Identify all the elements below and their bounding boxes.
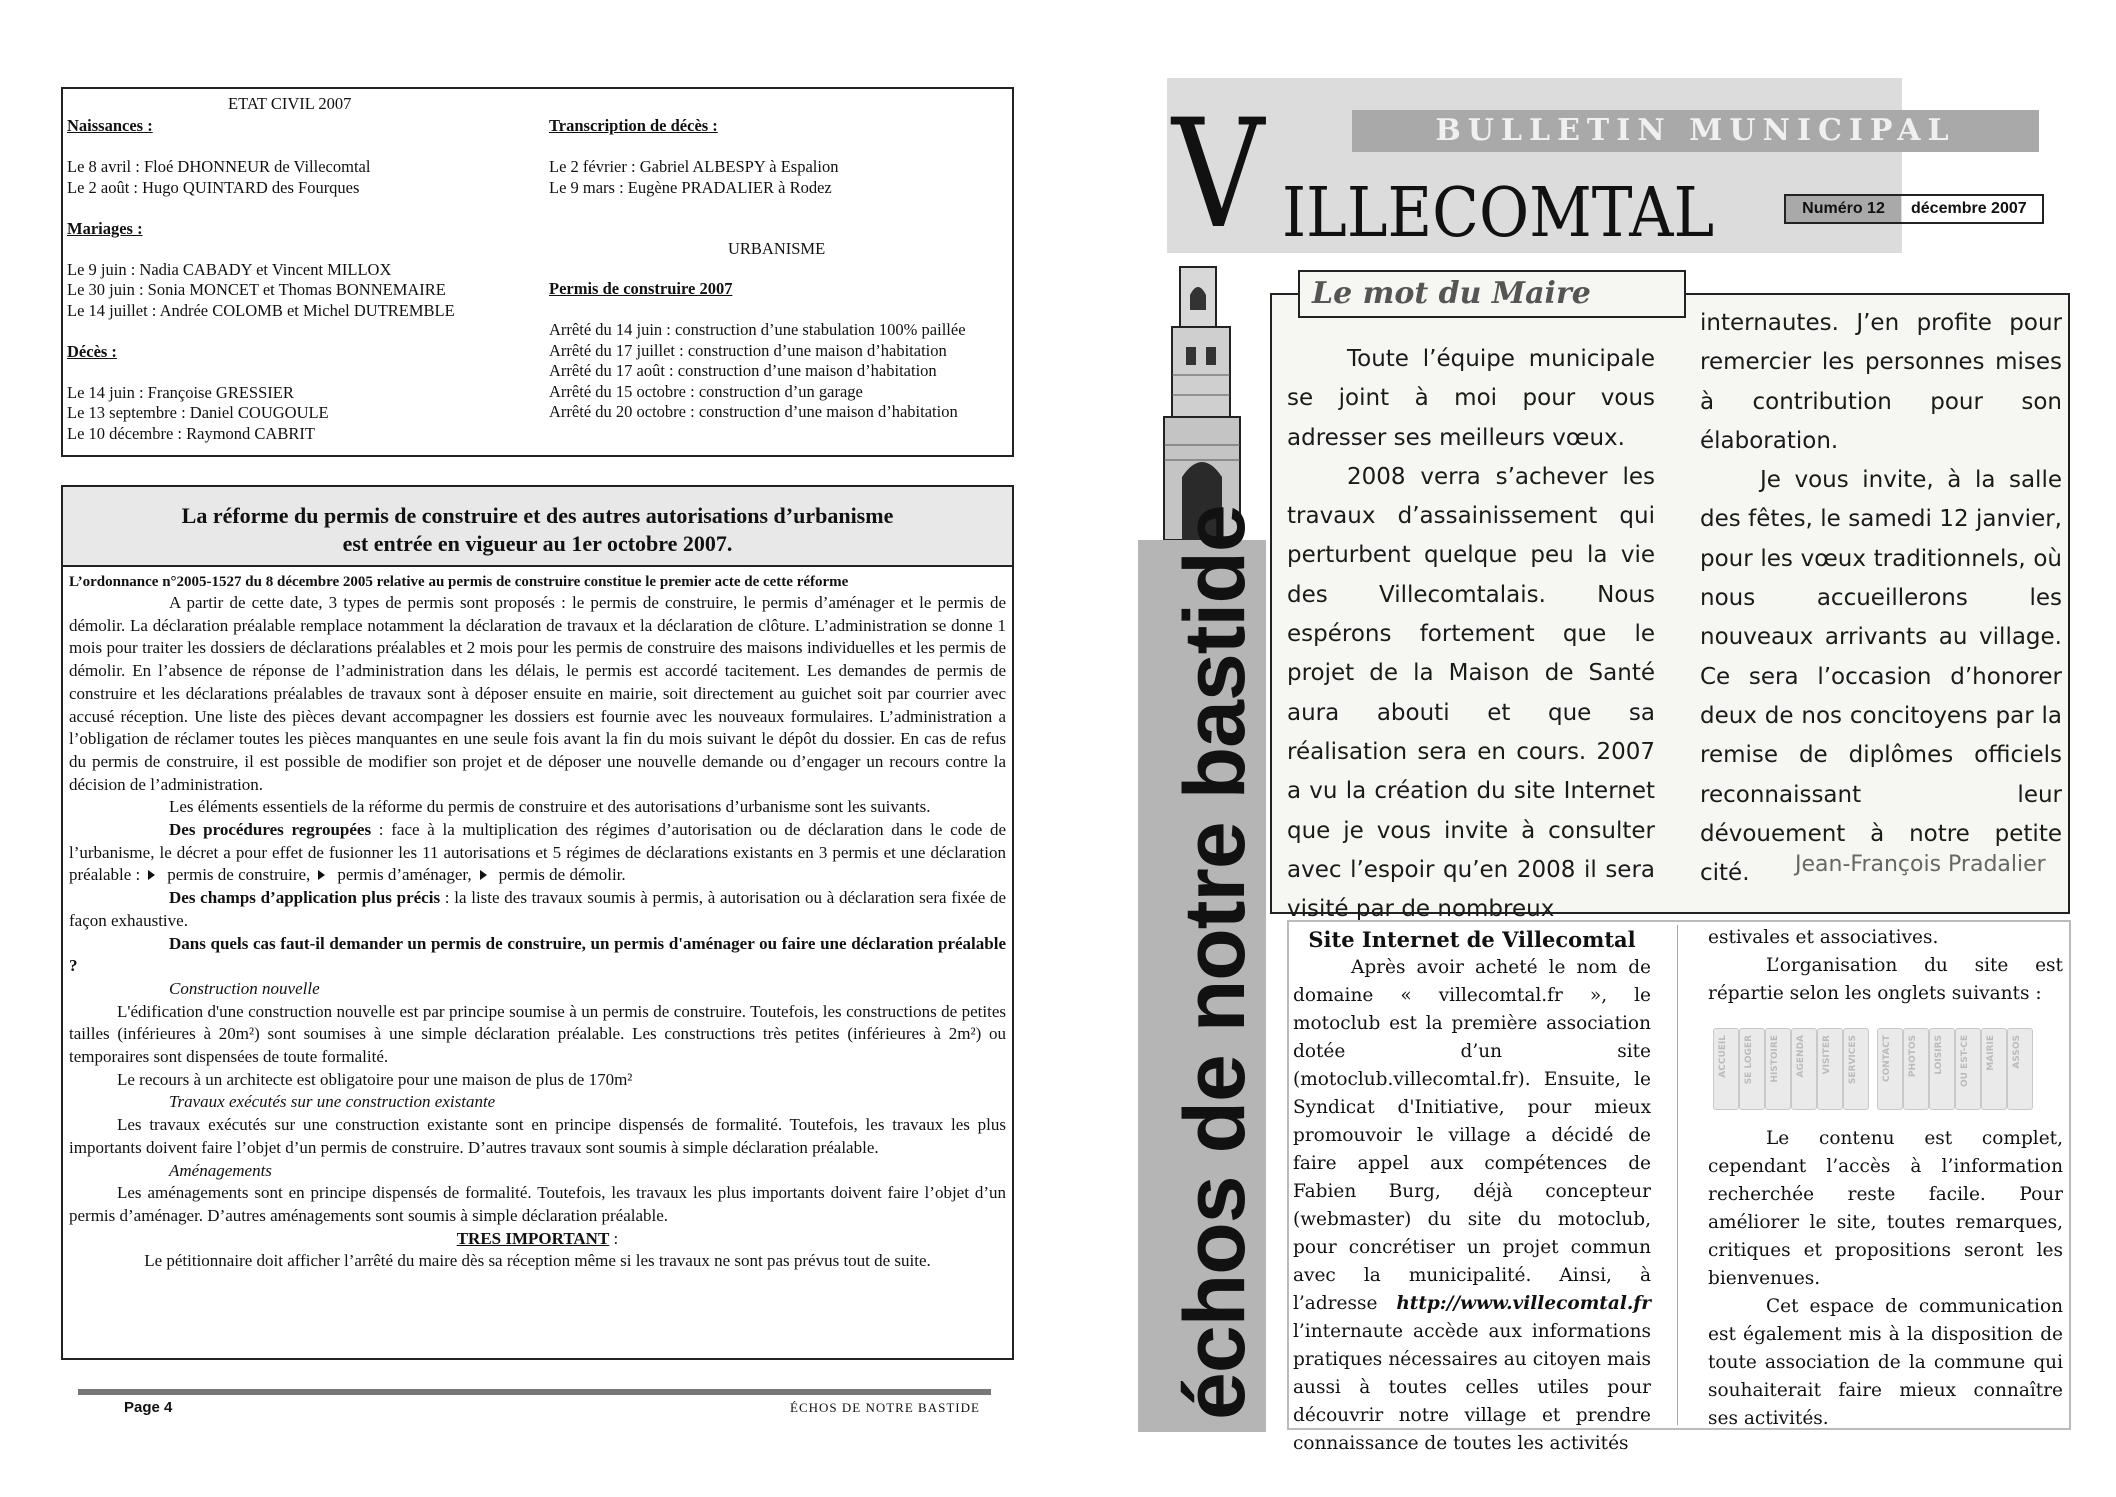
maire-paragraph: Je vous invite, à la salle des fêtes, le samedi 12 janvier, pour les vœux traditionnels, où nous accueillerons les nouveaux arrivants au village. Ce sera l’occasion d’honorer deux de nos concitoyens par la remise de diplômes officiels reconnaissant leur dévouement à notre petite cité.	[1700, 467, 2062, 887]
issue-number: Numéro 12	[1786, 196, 1901, 222]
deces-heading: Décès :	[67, 341, 117, 361]
reforme-paragraph: Des procédures regroupées : face à la multiplication des régimes d’autorisation ou de déclaration dans le code de l’urbanisme, le décret a pour effet de fusionner les 11 autorisations et 5 régimes de déclarations existants en 3 permis et une déclaration préalable : permis de construire, permis d’aménager, permis de démolir.	[69, 820, 1006, 885]
site-url-link[interactable]: http://www.villecomtal.fr	[1396, 1293, 1651, 1314]
site-column-1	[1293, 926, 1651, 1458]
site-tab: SERVICES	[1843, 1028, 1869, 1110]
permis-item: Arrêté du 14 juin : construction d’une stabulation 100% paillée	[549, 320, 966, 339]
permis-item: Arrêté du 17 août : construction d’une maison d’habitation	[549, 361, 937, 380]
reforme-paragraph: Les travaux exécutés sur une construction existante sont en principe dispensés de formalité. Toutefois, les travaux les plus importants doivent faire l’objet d’un permis de construire. D’autres travaux sont soumis à simple déclaration préalable.	[69, 1115, 1006, 1157]
transcription-item: Le 9 mars : Eugène PRADALIER à Rodez	[549, 177, 832, 197]
reforme-title-line2: est entrée en vigueur au 1er octobre 2007.	[342, 531, 733, 556]
masthead-title: ILLECOMTAL	[1282, 174, 1715, 253]
reforme-paragraph: Des champs d’application plus précis : la liste des travaux soumis à permis, à autorisation ou à déclaration sera fixée de façon exhaustive.	[69, 888, 1007, 930]
deces-item: Le 13 septembre : Daniel COUGOULE	[67, 403, 329, 422]
permis-item: Arrêté du 17 juillet : construction d’une maison d’habitation	[549, 340, 947, 360]
side-title: échos de notre bastide	[1167, 505, 1263, 1420]
etat-civil-box	[61, 87, 1014, 457]
site-tab: ASSOS	[2007, 1028, 2033, 1110]
reforme-paragraph: Les aménagements sont en principe dispensés de formalité. Toutefois, les travaux les plus importants doivent faire l’objet d’un permis d’aménager. D’autres aménagements sont soumis à simple déclaration préalable.	[69, 1183, 1006, 1225]
site-tab: HISTOIRE	[1765, 1028, 1791, 1110]
mariage-item: Le 9 juin : Nadia CABADY et Vincent MILLOX	[67, 259, 392, 279]
issue-date: décembre 2007	[1911, 200, 2027, 217]
bullet-arrow-icon	[318, 870, 325, 880]
etat-civil-title: ETAT CIVIL 2007	[228, 94, 352, 113]
issue-box	[1784, 194, 2044, 224]
maire-column-2	[1700, 304, 2062, 893]
transcription-heading: Transcription de décès :	[549, 116, 718, 135]
site-paragraph: Cet espace de communication est également mis à la disposition de toute association de la commune qui souhaiterait faire mieux connaître ses activités.	[1708, 1296, 2063, 1429]
reforme-title-line1: La réforme du permis de construire et des autres autorisations d’urbanisme	[181, 503, 894, 528]
reforme-heading	[63, 487, 1012, 567]
subheading-travaux: Travaux exécutés sur une construction existante	[169, 1092, 496, 1112]
mariage-item: Le 30 juin : Sonia MONCET et Thomas BONNEMAIRE	[67, 280, 446, 299]
site-column-2	[1708, 924, 2063, 1008]
site-paragraph: Après avoir acheté le nom de domaine « villecomtal.fr », le motoclub est la première association dotée d’un site (motoclub.villecomtal.fr). Ensuite, le Syndicat d'Initiative, pour mieux promouvoir le village a décidé de faire appel aux compétences de Fabien Burg, déjà concepteur (webmaster) du site du motoclub, pour concrétiser un projet commun avec la municipalité. Ainsi, à l’adresse http://www.villecomtal.fr l’internaute accède aux informations pratiques nécessaires au citoyen mais aussi à toutes celles utiles pour découvrir notre village et prendre connaissance de toutes les activités	[1293, 957, 1651, 1454]
bell-tower-icon	[1150, 255, 1252, 540]
important-heading: TRES IMPORTANT :	[456, 1228, 619, 1248]
site-tab: SE LOGER	[1739, 1028, 1765, 1110]
maire-paragraph: internautes. J’en profite pour remercier les personnes mises à contribution pour son élaboration.	[1700, 310, 2062, 454]
reforme-paragraph: L'édification d'une construction nouvelle est par principe soumise à un permis de construire. Toutefois, les constructions de petites tailles (inférieures à 20m²) sont soumises à une simple déclaration préalable. Les constructions très petites (inférieures à 2m²) ou temporaires sont dispensées de toute formalité.	[69, 1001, 1006, 1067]
site-tab: CONTACT	[1877, 1028, 1903, 1110]
footer-bar	[78, 1389, 991, 1395]
etat-civil-right-column	[549, 116, 1009, 198]
champs-bold: Des champs d’application plus précis	[169, 888, 441, 908]
naissances-heading: Naissances :	[67, 116, 153, 135]
reforme-paragraph: Les éléments essentiels de la réforme du permis de construire et des autorisations d’urbanisme sont les suivants.	[169, 797, 931, 817]
footer-title: ÉCHOS DE NOTRE BASTIDE	[790, 1400, 980, 1415]
page-number: Page 4	[124, 1399, 173, 1416]
permis-item: Arrêté du 15 octobre : construction d’un garage	[549, 381, 863, 401]
permis-heading: Permis de construire 2007	[549, 279, 733, 298]
column-divider	[1677, 925, 1678, 1425]
reforme-lead: L’ordonnance n°2005-1527 du 8 décembre 2005 relative au permis de construire constitue le premier acte de cette réforme	[69, 574, 849, 590]
reforme-question: Dans quels cas faut-il demander un permis de construire, un permis d'aménager ou faire une déclaration préalable ?	[69, 933, 1006, 976]
maire-column-1	[1287, 340, 1655, 929]
deces-item: Le 10 décembre : Raymond CABRIT	[67, 423, 315, 443]
deces-item: Le 14 juin : Françoise GRESSIER	[67, 382, 294, 402]
site-tab: AGENDA	[1791, 1028, 1817, 1110]
bulletin-band: BULLETIN MUNICIPAL	[1352, 110, 2039, 152]
site-tab: OU EST-CE	[1955, 1028, 1981, 1110]
subheading-construction: Construction nouvelle	[169, 978, 320, 998]
site-tabs-image	[1713, 1028, 2033, 1110]
site-title: Site Internet de Villecomtal	[1308, 927, 1636, 952]
transcription-item: Le 2 février : Gabriel ALBESPY à Espalion	[549, 157, 839, 176]
subheading-amenagements: Aménagements	[169, 1160, 272, 1180]
important-text: Le pétitionnaire doit afficher l’arrêté du maire dès sa réception même si les travaux ne sont pas prévus tout de suite.	[144, 1251, 931, 1271]
site-column-2-lower	[1708, 1125, 2063, 1433]
reforme-paragraph: A partir de cette date, 3 types de permis sont proposés : le permis de construire, le permis d’aménager et le permis de démolir. La déclaration préalable remplace notamment la déclaration de travaux et la déclaration de clôture. L’administration se donne 1 mois pour traiter les dossiers de déclarations préalables et 2 mois pour les permis de construire des maisons individuelles et les permis de démolir. En l’absence de réponse de l’administration dans les délais, le permis est accordé tacitement. Les demandes de permis de construire et les déclarations préalables de travaux sont à déposer ensuite en mairie, soit directement au guichet soit par courrier avec accusé réception. Une liste des pièces devant accompagner les dossiers est fournie avec les nouveaux formulaires. L’administration a l’obligation de réclamer toutes les pièces manquantes en une seule fois avant la fin du mois suivant le dépôt du dossier. En cas de refus du permis de construire, il est possible de modifier son projet et de déposer une nouvelle demande ou d’engager un recours contre la décision de l’administration.	[69, 593, 1006, 794]
maire-paragraph: Toute l’équipe municipale se joint à moi pour vous adresser ses meilleurs vœux.	[1287, 346, 1655, 451]
site-tab: ACCUEIL	[1713, 1028, 1739, 1110]
mariage-item: Le 14 juillet : Andrée COLOMB et Michel DUTREMBLE	[67, 300, 455, 320]
maire-signature: Jean-François Pradalier	[1795, 852, 2046, 877]
reforme-paragraph: Le recours à un architecte est obligatoire pour une maison de plus de 170m²	[117, 1069, 633, 1089]
reforme-body	[63, 567, 1012, 1273]
site-paragraph: estivales et associatives.	[1708, 927, 1939, 948]
etat-civil-left-column	[67, 116, 527, 444]
site-tab: LOISIRS	[1929, 1028, 1955, 1110]
bullet-arrow-icon	[148, 870, 155, 880]
site-paragraph: Le contenu est complet, cependant l’accès à l’information recherchée reste facile. Pour améliorer le site, toutes remarques, critiques et propositions seront les bienvenues.	[1708, 1128, 2063, 1289]
maire-title: Le mot du Maire	[1298, 270, 1686, 318]
mariages-heading: Mariages :	[67, 218, 143, 238]
naissance-item: Le 8 avril : Floé DHONNEUR de Villecomtal	[67, 157, 371, 176]
naissance-item: Le 2 août : Hugo QUINTARD des Fourques	[67, 177, 360, 197]
bullet-arrow-icon	[480, 870, 487, 880]
site-tab: VISITER	[1817, 1028, 1843, 1110]
masthead-initial: V	[1172, 88, 1265, 262]
urbanisme-title: URBANISME	[728, 239, 826, 258]
permis-column	[549, 279, 1009, 423]
reforme-article	[61, 485, 1014, 1360]
site-paragraph: L’organisation du site est répartie selon les onglets suivants :	[1708, 955, 2063, 1004]
permis-item: Arrêté du 20 octobre : construction d’une maison d’habitation	[549, 402, 958, 421]
maire-paragraph: 2008 verra s’achever les travaux d’assainissement qui perturbent quelque peu la vie des Villecomtalais. Nous espérons fortement que le projet de la Maison de Santé aura abouti et que sa réalisation sera en cours. 2007 a vu la création du site Internet que je vous invite à consulter avec l’espoir qu’en 2008 il sera visité par de nombreux	[1287, 463, 1655, 923]
procedures-bold: Des procédures regroupées	[169, 820, 372, 840]
site-tab: MAIRIE	[1981, 1028, 2007, 1110]
site-tab: PHOTOS	[1903, 1028, 1929, 1110]
